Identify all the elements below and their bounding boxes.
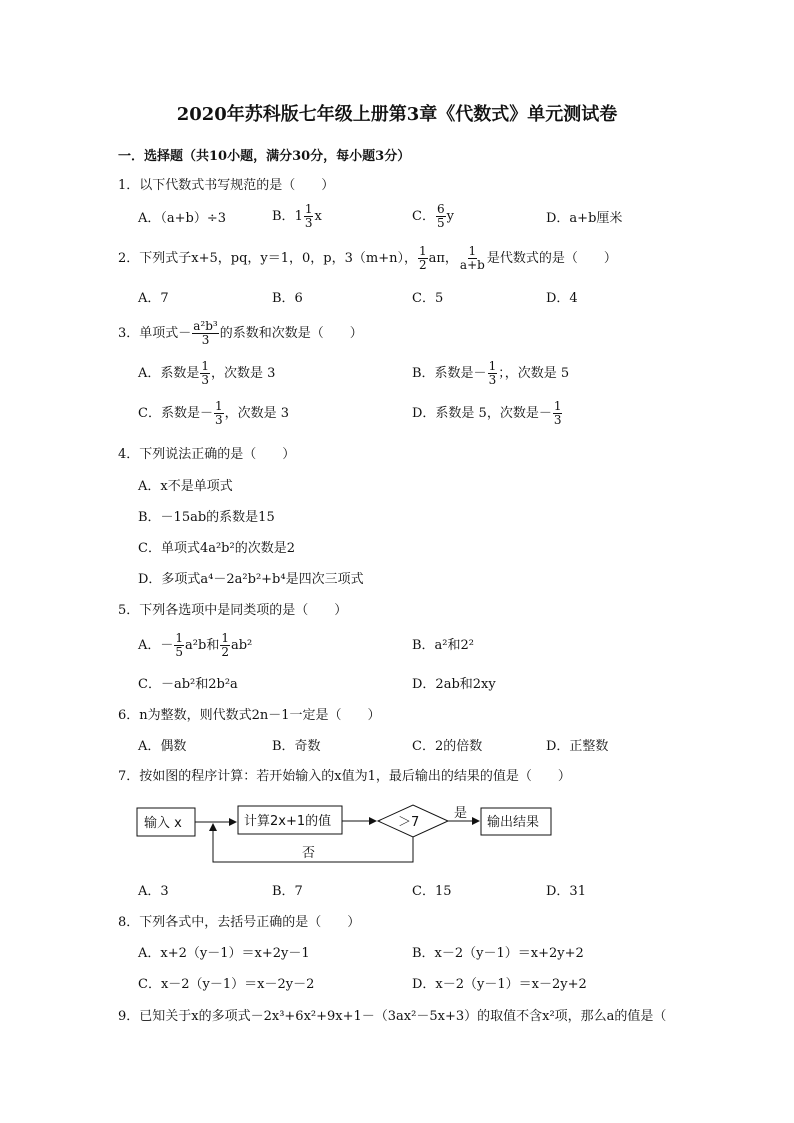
- q5-option-d: D．2ab和2xy: [412, 677, 496, 692]
- q2-option-c: C．5: [412, 291, 444, 306]
- q7-option-d: D．31: [546, 884, 586, 899]
- q6-option-b: B．奇数: [272, 739, 321, 754]
- q7-option-a: A．3: [138, 884, 169, 899]
- flow-condition-label: ＞7: [398, 815, 420, 830]
- q7-option-c: C．15: [412, 884, 452, 899]
- flow-yes-label: 是: [454, 806, 468, 821]
- q5-option-c: C．－ab²和2b²a: [138, 677, 238, 692]
- q5-option-b: B．a²和2²: [412, 638, 474, 653]
- q3-option-c: C．系数是－ $\frac{1}{3}$ ，次数是 3: [138, 399, 289, 427]
- q1-option-c: C． $\frac{6}{5}$ y: [412, 202, 454, 230]
- q2-option-a: A．7: [138, 291, 169, 306]
- question-3-stem: 3．单项式－ $\frac{\text{a²b³}}{3}$ 的系数和次数是（ ）: [118, 319, 363, 347]
- q1-c-fraction: $\frac{6}{5}$: [436, 202, 445, 230]
- q7-option-b: B．7: [272, 884, 303, 899]
- q1-b-fraction: $\frac{1}{3}$: [304, 202, 313, 230]
- q3-fraction: $\frac{\text{a²b³}}{3}$: [193, 319, 218, 347]
- question-1-stem: 1．以下代数式书写规范的是（ ）: [118, 178, 335, 193]
- q8-option-b: B．x－2（y－1）＝x+2y+2: [412, 946, 584, 961]
- q8-option-a: A．x+2（y－1）＝x+2y－1: [138, 946, 310, 961]
- q6-option-a: A．偶数: [138, 739, 187, 754]
- question-5-stem: 5．下列各选项中是同类项的是（ ）: [118, 603, 348, 618]
- q6-option-c: C．2的倍数: [412, 739, 483, 754]
- q4-option-c: C．单项式4a²b²的次数是2: [138, 541, 295, 556]
- q8-option-d: D．x－2（y－1）＝x－2y+2: [412, 977, 587, 992]
- question-4-stem: 4．下列说法正确的是（ ）: [118, 447, 296, 462]
- section-heading: 一．选择题（共10小题，满分30分，每小题3分）: [118, 149, 411, 164]
- q5-option-a: A．－ $\frac{1}{5}$ a²b和 $\frac{1}{2}$ ab²: [138, 631, 253, 659]
- question-6-stem: 6．n为整数，则代数式2n－1一定是（ ）: [118, 708, 381, 723]
- q2-fraction-2: $\frac{1}{a+b}$: [459, 244, 485, 272]
- q4-option-a: A．x不是单项式: [138, 479, 233, 494]
- flow-output-label: 输出结果: [487, 815, 540, 830]
- q4-option-b: B．－15ab的系数是15: [138, 510, 275, 525]
- q3-option-b: B．系数是－ $\frac{1}{3}$ ；，次数是 5: [412, 359, 570, 387]
- page-title: 2020年苏科版七年级上册第3章《代数式》单元测试卷: [176, 104, 618, 125]
- q3-option-a: A．系数是 $\frac{1}{3}$ ，次数是 3: [138, 359, 276, 387]
- flow-input-label: 输入 x: [144, 816, 182, 831]
- q6-option-d: D．正整数: [546, 739, 609, 754]
- q3-option-d: D．系数是 5，次数是－ $\frac{1}{3}$: [412, 399, 562, 427]
- q1-option-b: B．1 $\frac{1}{3}$ x: [272, 202, 322, 230]
- flow-no-label: 否: [302, 846, 316, 861]
- q2-option-d: D．4: [546, 291, 578, 306]
- flow-compute-label: 计算2x+1的值: [244, 814, 332, 829]
- question-2-stem: 2．下列式子x+5，pq，y＝1，0，p，3（m+n）， $\frac{1}{2}$ aπ， $\frac{1}{a+b}$ 是代数式的是（ ）: [118, 244, 617, 272]
- q2-option-b: B．6: [272, 291, 303, 306]
- question-7-stem: 7．按如图的程序计算：若开始输入的x值为1，最后输出的结果的值是（ ）: [118, 769, 571, 784]
- q8-option-c: C．x－2（y－1）＝x－2y－2: [138, 977, 315, 992]
- q1-option-a: A．（a+b）÷3: [138, 211, 227, 226]
- q1-option-d: D．a+b厘米: [546, 211, 623, 226]
- q2-fraction-1: $\frac{1}{2}$: [418, 244, 427, 272]
- q4-option-d: D．多项式a⁴－2a²b²+b⁴是四次三项式: [138, 572, 364, 587]
- question-8-stem: 8．下列各式中，去括号正确的是（ ）: [118, 915, 361, 930]
- question-9-stem: 9．已知关于x的多项式－2x³+6x²+9x+1－（3ax²－5x+3）的取值不含x²项，那么a的值是（: [118, 1009, 667, 1024]
